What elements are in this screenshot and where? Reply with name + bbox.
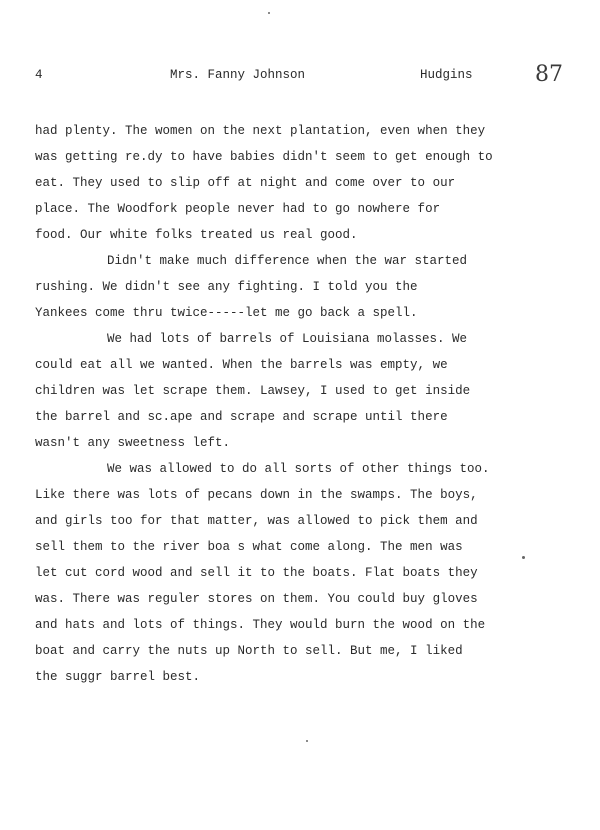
text-line: Like there was lots of pecans down in the swamps. The boys, (35, 488, 478, 502)
interviewer-name: Hudgins (420, 68, 473, 82)
paper-speck (522, 556, 525, 559)
text-line: could eat all we wanted. When the barrels was empty, we (35, 358, 448, 372)
text-line: Yankees come thru twice-----let me go back a spell. (35, 306, 418, 320)
paper-speck (306, 740, 308, 742)
text-line: let cut cord wood and sell it to the boats. Flat boats they (35, 566, 478, 580)
paragraph-start-line: Didn't make much difference when the war started (107, 254, 468, 268)
text-line: place. The Woodfork people never had to go nowhere for (35, 202, 441, 216)
text-line: was. There was reguler stores on them. You could buy gloves (35, 592, 478, 606)
paragraph-start-line: We was allowed to do all sorts of other things too. (107, 462, 490, 476)
text-line: the suggr barrel best. (35, 670, 201, 684)
text-line: and hats and lots of things. They would burn the wood on the (35, 618, 486, 632)
paper-speck (268, 12, 270, 14)
text-line: sell them to the river boa s what come along. The men was (35, 540, 463, 554)
text-line: and girls too for that matter, was allowed to pick them and (35, 514, 478, 528)
text-line: the barrel and sc.ape and scrape and scrape until there (35, 410, 448, 424)
page-header (0, 62, 600, 87)
text-line: boat and carry the nuts up North to sell. But me, I liked (35, 644, 463, 658)
transcript-body (35, 118, 535, 690)
stamped-page-number: 87 (535, 62, 563, 87)
text-line: was getting re.dy to have babies didn't seem to get enough to (35, 150, 493, 164)
informant-name: Mrs. Fanny Johnson (170, 68, 306, 82)
text-line: food. Our white folks treated us real good. (35, 228, 358, 242)
text-line: children was let scrape them. Lawsey, I used to get inside (35, 384, 471, 398)
text-line: wasn't any sweetness left. (35, 436, 231, 450)
text-line: rushing. We didn't see any fighting. I told you the (35, 280, 418, 294)
text-line: had plenty. The women on the next plantation, even when they (35, 124, 486, 138)
paragraph-start-line: We had lots of barrels of Louisiana molasses. We (107, 332, 468, 346)
text-line: eat. They used to slip off at night and come over to our (35, 176, 456, 190)
page-label: 4 (35, 68, 43, 82)
